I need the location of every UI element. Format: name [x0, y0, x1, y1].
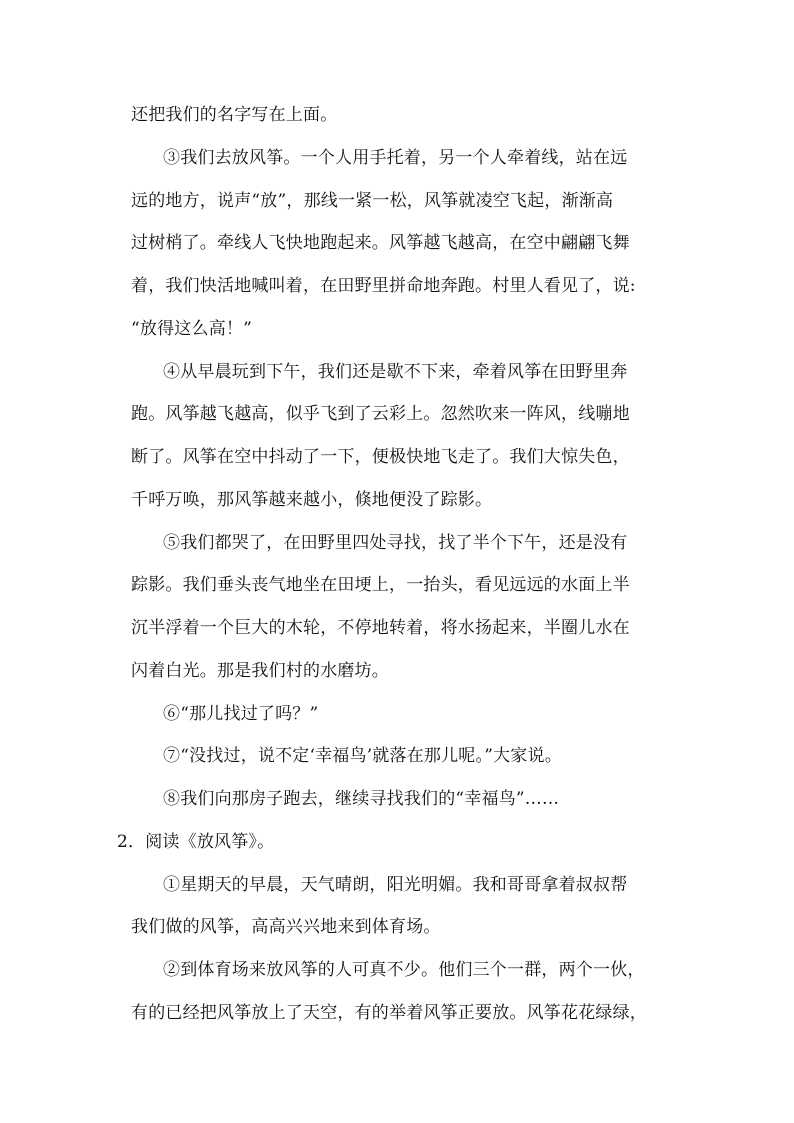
paragraph-3-line-4: 着，我们快活地喊叫着，在田野里拼命地奔跑。村里人看见了，说:	[131, 276, 636, 296]
passage-continuation-line: 还把我们的名字写在上面。	[131, 105, 338, 125]
paragraph-5-line-2: 踪影。我们垂头丧气地坐在田埂上，一抬头，看见远远的水面上半	[131, 575, 630, 595]
paragraph-8: ⑧我们向那房子跑去，继续寻找我们的“幸福鸟”……	[163, 789, 560, 809]
paragraph-6: ⑥“那儿找过了吗？”	[163, 704, 319, 724]
paragraph-5-line-4: 闪着白光。那是我们村的水磨坊。	[131, 661, 389, 681]
question-2-paragraph-1-line-1: ①星期天的早晨，天气晴朗，阳光明媚。我和哥哥拿着叔叔帮	[163, 875, 628, 895]
paragraph-7: ⑦“没找过，说不定‘幸福鸟’就落在那儿呢。”大家说。	[163, 746, 562, 766]
question-2-paragraph-1-line-2: 我们做的风筝，高高兴兴地来到体育场。	[131, 917, 441, 937]
question-2-paragraph-2-line-2: 有的已经把风筝放上了天空，有的举着风筝正要放。风筝花花绿绿，	[131, 1003, 647, 1023]
paragraph-4-line-2: 跑。风筝越飞越高，似乎飞到了云彩上。忽然吹来一阵风，线嘣地	[131, 404, 630, 424]
paragraph-3-line-2: 远的地方，说声“放”，那线一紧一松，风筝就凌空飞起，渐渐高	[131, 191, 614, 211]
paragraph-4-line-4: 千呼万唤，那风筝越来越小，倏地便没了踪影。	[131, 490, 493, 510]
question-2-paragraph-2-line-1: ②到体育场来放风筝的人可真不少。他们三个一群，两个一伙，	[163, 960, 645, 980]
paragraph-3-line-5: “放得这么高！”	[131, 319, 252, 339]
question-2-heading: 2．阅读《放风筝》。	[117, 832, 275, 852]
paragraph-3-line-3: 过树梢了。牵线人飞快地跑起来。风筝越飞越高，在空中翩翩飞舞	[131, 233, 630, 253]
paragraph-4-line-3: 断了。风筝在空中抖动了一下，便极快地飞走了。我们大惊失色，	[131, 447, 630, 467]
paragraph-5-line-3: 沉半浮着一个巨大的木轮，不停地转着，将水扬起来，半圈儿水在	[131, 618, 630, 638]
paragraph-5-line-1: ⑤我们都哭了，在田野里四处寻找，找了半个下午，还是没有	[163, 533, 628, 553]
paragraph-3-line-1: ③我们去放风筝。一个人用手托着，另一个人牵着线，站在远	[163, 148, 628, 168]
paragraph-4-line-1: ④从早晨玩到下午，我们还是歇不下来，牵着风筝在田野里奔	[163, 362, 628, 382]
